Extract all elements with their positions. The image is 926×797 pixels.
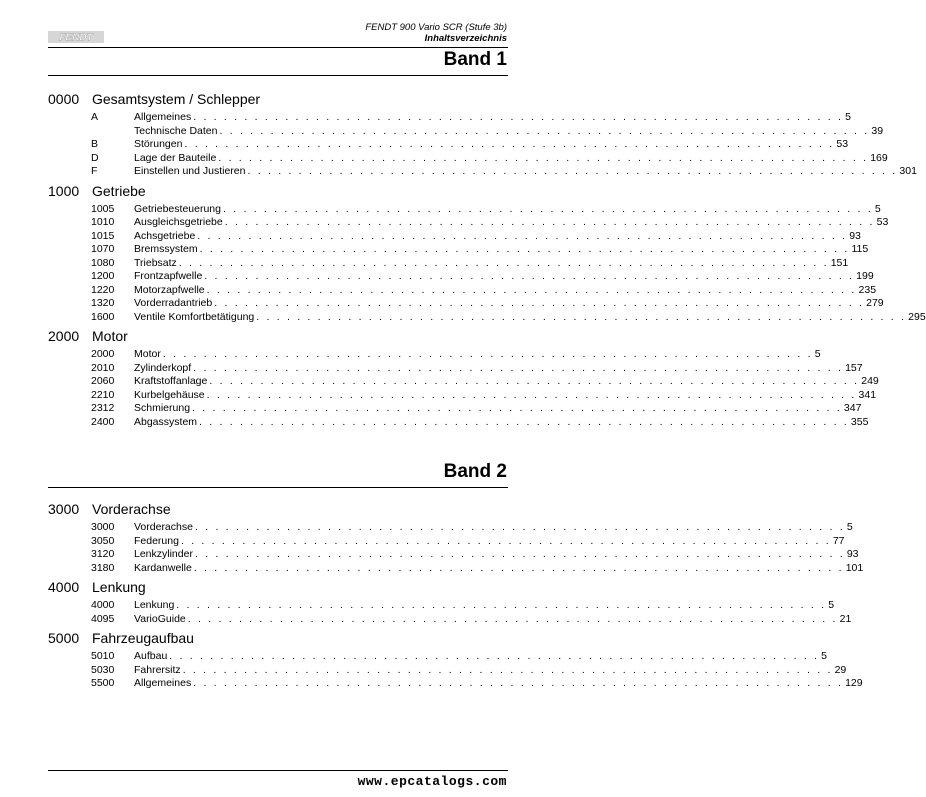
page-number: 355 xyxy=(850,415,869,428)
dot-leader: . . . . . . . . . . . . . . . . . . . . . . . . . . . . . . . . . . . . . . . . . . . . . . . . . . . . . . . . . . . . . . . . xyxy=(199,243,850,255)
entry-title: Vorderachse xyxy=(134,521,193,533)
page-number: 249 xyxy=(861,375,879,387)
page-number: 5 xyxy=(845,111,851,123)
dot-leader: . . . . . . . . . . . . . . . . . . . . . . . . . . . . . . . . . . . . . . . . . . . . . . . . . . . . . . . . . . . . . . . . xyxy=(219,124,870,137)
section-heading xyxy=(48,328,508,348)
entry-title: VarioGuide xyxy=(134,612,186,625)
page-number: 5 xyxy=(874,202,881,215)
entry-code: 1600 xyxy=(91,310,115,323)
entry-title: Lenkzylinder xyxy=(134,548,193,560)
entry-title: Achsgetriebe xyxy=(134,229,196,242)
entry-code: 5500 xyxy=(91,677,115,689)
section-code: 5000 xyxy=(48,630,80,646)
toc-entry[interactable] xyxy=(48,111,851,125)
dot-leader: . . . . . . . . . . . . . . . . . . . . . . . . . . . . . . . . . . . . . . . . . . . . . . . . . . . . . . . . . . . . . . . . xyxy=(206,388,857,401)
toc-entry[interactable] xyxy=(48,151,888,166)
entry-title: Getriebesteuerung xyxy=(134,202,221,215)
toc-entry[interactable] xyxy=(48,375,879,389)
section-code: 1000 xyxy=(48,182,80,199)
dot-leader: . . . . . . . . . . . . . . . . . . . . . . . . . . . . . . . . . . . . . . . . . . . . . . . . . . . . . . . . . . . . . . . . xyxy=(194,548,845,560)
entry-code: 1010 xyxy=(91,216,115,228)
section-heading xyxy=(48,579,508,599)
dot-leader: . . . . . . . . . . . . . . . . . . . . . . . . . . . . . . . . . . . . . . . . . . . . . . . . . . . . . . . . . . . . . . . . xyxy=(178,256,829,269)
entry-title: Motor xyxy=(134,348,161,360)
section-code: 3000 xyxy=(48,501,80,517)
entry-code: 1015 xyxy=(91,229,115,242)
entry-title: Störungen xyxy=(134,138,183,150)
page-number: 199 xyxy=(856,270,874,282)
dot-leader: . . . . . . . . . . . . . . . . . . . . . . . . . . . . . . . . . . . . . . . . . . . . . . . . . . . . . . . . . . . . . . . . xyxy=(224,216,875,228)
entry-code: 5010 xyxy=(91,650,115,662)
entry-title: Kurbelgehäuse xyxy=(134,388,205,401)
entry-title: Vorderradantrieb xyxy=(134,297,213,309)
page-number: 347 xyxy=(843,402,862,414)
toc-entry[interactable] xyxy=(48,534,845,549)
dot-leader: . . . . . . . . . . . . . . . . . . . . . . . . . . . . . . . . . . . . . . . . . . . . . . . . . . . . . . . . . . . . . . . . xyxy=(247,165,898,177)
toc-entry[interactable] xyxy=(48,561,864,576)
page-number: 5 xyxy=(814,348,821,360)
page-number: 295 xyxy=(908,310,926,323)
toc-entry[interactable] xyxy=(48,243,869,257)
toc-entry[interactable] xyxy=(48,677,863,691)
entry-code: 2312 xyxy=(91,402,115,414)
band-1-heading: Band 1 xyxy=(443,49,507,70)
entry-code: 1220 xyxy=(91,283,115,296)
entry-title: Allgemeines xyxy=(134,111,192,123)
dot-leader: . . . . . . . . . . . . . . . . . . . . . . . . . . . . . . . . . . . . . . . . . . . . . . . . . . . . . . . . . . . . . . . . xyxy=(169,650,820,662)
dot-leader: . . . . . . . . . . . . . . . . . . . . . . . . . . . . . . . . . . . . . . . . . . . . . . . . . . . . . . . . . . . . . . . . xyxy=(209,375,860,387)
entry-code: A xyxy=(91,111,99,123)
entry-title: Ventile Komfortbetätigung xyxy=(134,310,255,323)
page-number: 5 xyxy=(828,599,835,611)
entry-title: Triebsatz xyxy=(134,256,177,269)
section-code: 4000 xyxy=(48,579,80,595)
entry-code: 3050 xyxy=(91,534,115,547)
page-number: 115 xyxy=(851,243,869,255)
dot-leader: . . . . . . . . . . . . . . . . . . . . . . . . . . . . . . . . . . . . . . . . . . . . . . . . . . . . . . . . . . . . . . . . xyxy=(184,138,835,150)
entry-code: 2400 xyxy=(91,415,115,428)
section-code: 0000 xyxy=(48,91,80,107)
toc-entry[interactable] xyxy=(48,402,862,416)
entry-code: D xyxy=(91,151,99,164)
entry-title: Ausgleichsgetriebe xyxy=(134,216,223,228)
toc-entry[interactable] xyxy=(48,297,884,311)
band-2-heading: Band 2 xyxy=(443,461,507,482)
toc-entry[interactable] xyxy=(48,165,917,179)
dot-leader: . . . . . . . . . . . . . . . . . . . . . . . . . . . . . . . . . . . . . . . . . . . . . . . . . . . . . . . . . . . . . . . . xyxy=(214,297,865,309)
entry-title: Motorzapfwelle xyxy=(134,283,205,296)
toc-entry[interactable] xyxy=(48,310,926,325)
toc-entry[interactable] xyxy=(48,138,849,152)
page-number: 21 xyxy=(839,612,852,625)
toc-entry[interactable] xyxy=(48,663,847,678)
entry-title: Abgassystem xyxy=(134,415,198,428)
section-title: Lenkung xyxy=(92,579,146,595)
toc-entry[interactable] xyxy=(48,124,884,139)
entry-title: Lage der Bauteile xyxy=(134,151,217,164)
toc-entry[interactable] xyxy=(48,650,828,664)
dot-leader: . . . . . . . . . . . . . . . . . . . . . . . . . . . . . . . . . . . . . . . . . . . . . . . . . . . . . . . . . . . . . . . . xyxy=(206,283,857,296)
toc-entry[interactable] xyxy=(48,202,881,217)
toc-entry[interactable] xyxy=(48,216,889,230)
fendt-logo xyxy=(48,31,104,43)
dot-leader: . . . . . . . . . . . . . . . . . . . . . . . . . . . . . . . . . . . . . . . . . . . . . . . . . . . . . . . . . . . . . . . . xyxy=(256,310,907,323)
page-number: 53 xyxy=(836,138,849,150)
section-heading xyxy=(48,91,508,111)
toc-entry[interactable] xyxy=(48,612,852,627)
dot-leader: . . . . . . . . . . . . . . . . . . . . . . . . . . . . . . . . . . . . . . . . . . . . . . . . . . . . . . . . . . . . . . . . xyxy=(194,521,845,533)
toc-entry[interactable] xyxy=(48,283,877,298)
toc-entry[interactable] xyxy=(48,599,835,613)
entry-code: 4095 xyxy=(91,612,115,625)
entry-code: B xyxy=(91,138,99,150)
entry-title: Technische Daten xyxy=(134,124,218,137)
dot-leader: . . . . . . . . . . . . . . . . . . . . . . . . . . . . . . . . . . . . . . . . . . . . . . . . . . . . . . . . . . . . . . . . xyxy=(162,348,813,360)
entry-code: 1200 xyxy=(91,270,115,282)
dot-leader: . . . . . . . . . . . . . . . . . . . . . . . . . . . . . . . . . . . . . . . . . . . . . . . . . . . . . . . . . . . . . . . . xyxy=(180,534,831,547)
entry-title: Kardanwelle xyxy=(134,561,192,574)
page-number: 279 xyxy=(866,297,884,309)
section-title: Motor xyxy=(92,328,128,344)
entry-title: Kraftstoffanlage xyxy=(134,375,208,387)
toc-entry[interactable] xyxy=(48,521,853,535)
page-number: 151 xyxy=(830,256,849,269)
section-title: Getriebe xyxy=(92,182,146,199)
entry-code: 2210 xyxy=(91,388,115,401)
section-title: Vorderachse xyxy=(92,501,171,517)
entry-title: Bremssystem xyxy=(134,243,198,255)
toc-entry[interactable] xyxy=(48,229,861,244)
entry-code: F xyxy=(91,165,98,177)
toc-entry[interactable] xyxy=(48,415,869,430)
toc-entry[interactable] xyxy=(48,361,863,376)
toc-entry[interactable] xyxy=(48,348,821,362)
entry-title: Allgemeines xyxy=(134,677,192,689)
band-1-toc xyxy=(48,91,926,433)
dot-leader: . . . . . . . . . . . . . . . . . . . . . . . . . . . . . . . . . . . . . . . . . . . . . . . . . . . . . . . . . . . . . . . . xyxy=(199,415,849,428)
page-number: 77 xyxy=(832,534,845,547)
page-number: 93 xyxy=(846,548,859,560)
page-number: 93 xyxy=(849,229,861,242)
toc-entry[interactable] xyxy=(48,548,859,562)
entry-code: 4000 xyxy=(91,599,115,611)
page-number: 101 xyxy=(845,561,864,574)
toc-entry[interactable] xyxy=(48,270,874,284)
entry-code: 3000 xyxy=(91,521,115,533)
entry-code: 1005 xyxy=(91,202,115,215)
entry-code: 1080 xyxy=(91,256,115,269)
page-number: 29 xyxy=(834,663,847,676)
dot-leader: . . . . . . . . . . . . . . . . . . . . . . . . . . . . . . . . . . . . . . . . . . . . . . . . . . . . . . . . . . . . . . . . xyxy=(193,361,844,374)
dot-leader: . . . . . . . . . . . . . . . . . . . . . . . . . . . . . . . . . . . . . . . . . . . . . . . . . . . . . . . . . . . . . . . . xyxy=(187,612,838,625)
entry-code: 2000 xyxy=(91,348,115,360)
dot-leader: . . . . . . . . . . . . . . . . . . . . . . . . . . . . . . . . . . . . . . . . . . . . . . . . . . . . . . . . . . . . . . . . xyxy=(204,270,855,282)
section-code: 2000 xyxy=(48,328,80,344)
band-1-divider xyxy=(48,75,508,76)
band-2-toc xyxy=(48,501,864,695)
dot-leader: . . . . . . . . . . . . . . . . . . . . . . . . . . . . . . . . . . . . . . . . . . . . . . . . . . . . . . . . . . . . . . . . xyxy=(176,599,827,611)
dot-leader: . . . . . . . . . . . . . . . . . . . . . . . . . . . . . . . . . . . . . . . . . . . . . . . . . . . . . . . . . . . . . . . . xyxy=(193,561,844,574)
header-divider xyxy=(48,47,508,48)
toc-entry[interactable] xyxy=(48,388,877,403)
entry-title: Zylinderkopf xyxy=(134,361,192,374)
dot-leader: . . . . . . . . . . . . . . . . . . . . . . . . . . . . . . . . . . . . . . . . . . . . . . . . . . . . . . . . . . . . . . . . xyxy=(197,229,848,242)
page-number: 53 xyxy=(876,216,889,228)
page-number: 341 xyxy=(858,388,877,401)
page-number: 235 xyxy=(858,283,877,296)
svg-text:FENDT: FENDT xyxy=(59,32,93,44)
page-number: 5 xyxy=(821,650,828,662)
band-2-divider xyxy=(48,487,508,488)
entry-code: 1320 xyxy=(91,297,115,309)
toc-entry[interactable] xyxy=(48,256,849,271)
page-number: 39 xyxy=(871,124,884,137)
section-heading xyxy=(48,183,508,203)
dot-leader: . . . . . . . . . . . . . . . . . . . . . . . . . . . . . . . . . . . . . . . . . . . . . . . . . . . . . . . . . . . . . . . . xyxy=(218,151,869,164)
section-heading xyxy=(48,630,508,650)
dot-leader: . . . . . . . . . . . . . . . . . . . . . . . . . . . . . . . . . . . . . . . . . . . . . . . . . . . . . . . . . . . . . . . . xyxy=(182,663,833,676)
entry-code: 1070 xyxy=(91,243,115,255)
entry-title: Federung xyxy=(134,534,179,547)
dot-leader: . . . . . . . . . . . . . . . . . . . . . . . . . . . . . . . . . . . . . . . . . . . . . . . . . . . . . . . . . . . . . . . . xyxy=(222,202,873,215)
dot-leader: . . . . . . . . . . . . . . . . . . . . . . . . . . . . . . . . . . . . . . . . . . . . . . . . . . . . . . . . . . . . . . . . xyxy=(192,402,842,414)
watermark: www.epcatalogs.com xyxy=(357,774,507,789)
entry-title: Fahrersitz xyxy=(134,663,181,676)
footer-divider xyxy=(48,770,508,771)
entry-code: 2060 xyxy=(91,375,115,387)
entry-title: Lenkung xyxy=(134,599,175,611)
page-number: 169 xyxy=(870,151,888,164)
section-title: Fahrzeugaufbau xyxy=(92,630,194,646)
page-number: 129 xyxy=(845,677,863,689)
entry-code: 3120 xyxy=(91,548,115,560)
entry-title: Schmierung xyxy=(134,402,191,414)
entry-code: 5030 xyxy=(91,663,115,676)
entry-title: Einstellen und Justieren xyxy=(134,165,246,177)
section-title: Gesamtsystem / Schlepper xyxy=(92,91,261,107)
entry-code: 3180 xyxy=(91,561,115,574)
dot-leader: . . . . . . . . . . . . . . . . . . . . . . . . . . . . . . . . . . . . . . . . . . . . . . . . . . . . . . . . . . . . . . . . xyxy=(193,111,844,123)
page-number: 5 xyxy=(846,521,853,533)
entry-code: 2010 xyxy=(91,361,115,374)
page-number: 301 xyxy=(899,165,917,177)
page-number: 157 xyxy=(845,361,863,374)
document-subtitle: Inhaltsverzeichnis xyxy=(424,33,507,44)
entry-title: Aufbau xyxy=(134,650,168,662)
dot-leader: . . . . . . . . . . . . . . . . . . . . . . . . . . . . . . . . . . . . . . . . . . . . . . . . . . . . . . . . . . . . . . . . xyxy=(193,677,844,689)
document-title: FENDT 900 Vario SCR (Stufe 3b) xyxy=(365,22,507,33)
entry-title: Frontzapfwelle xyxy=(134,270,203,282)
section-heading xyxy=(48,501,508,521)
